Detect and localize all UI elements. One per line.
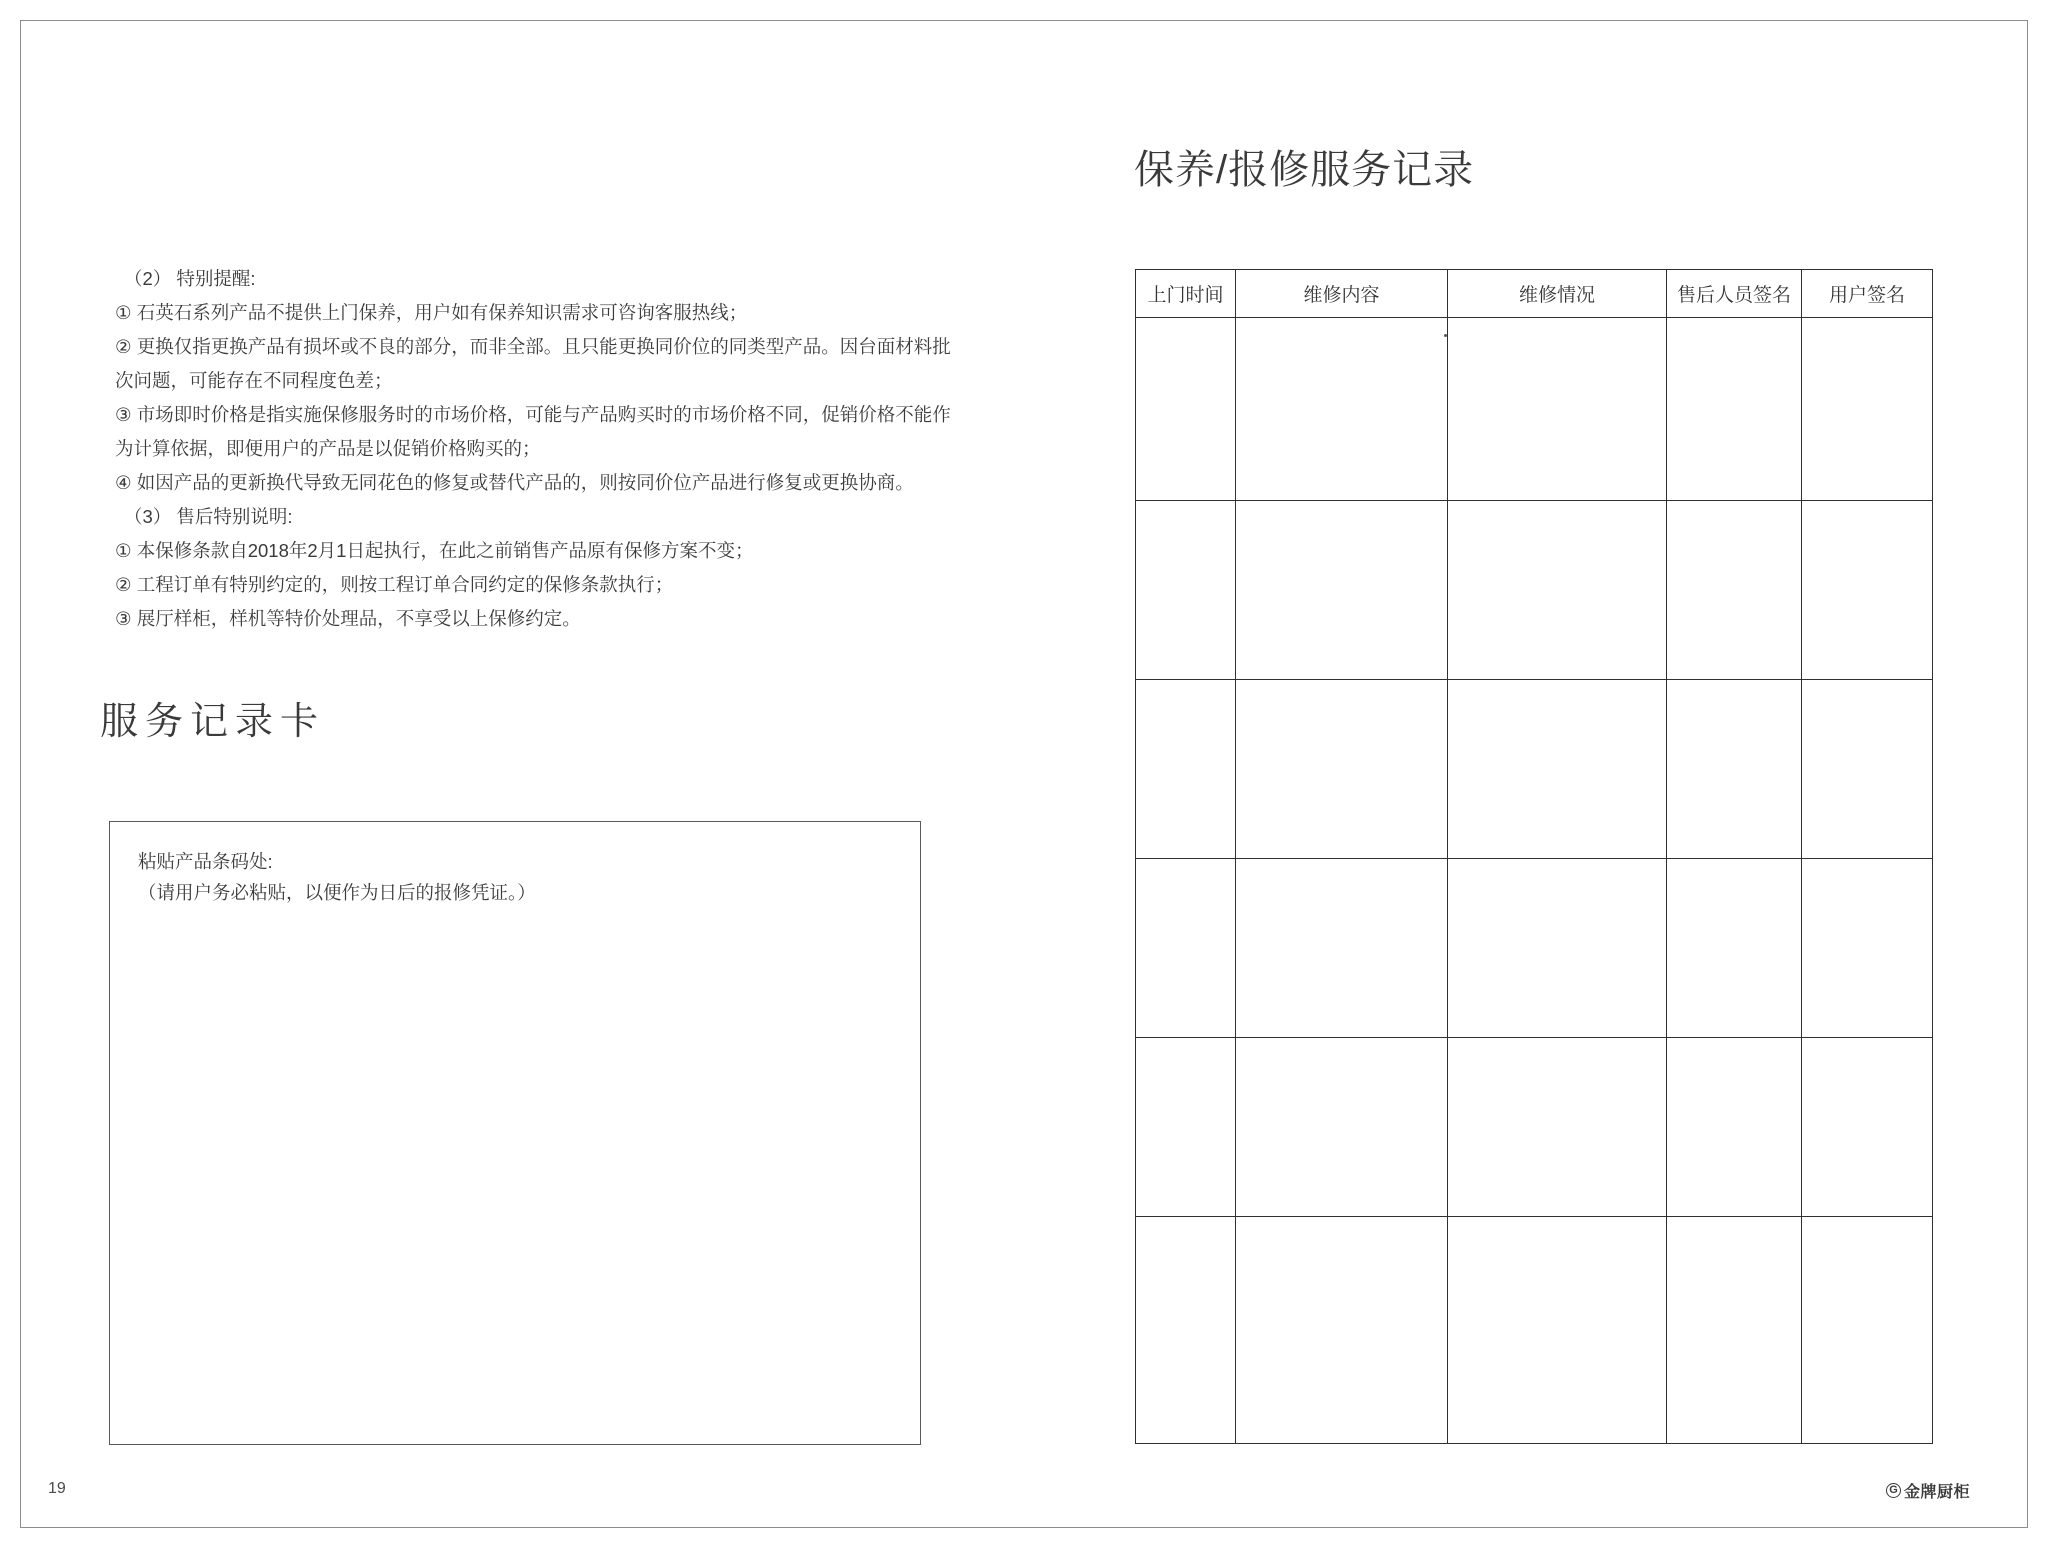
table-empty-cell: [1236, 859, 1448, 1038]
warranty-notes: [115, 262, 951, 636]
table-empty-cell: [1136, 859, 1236, 1038]
table-empty-cell: [1802, 1217, 1933, 1444]
table-row: [1136, 1217, 1933, 1444]
table-empty-cell: [1136, 1038, 1236, 1217]
table-body: [1136, 318, 1933, 1444]
table-empty-cell: [1236, 680, 1448, 859]
table-empty-cell: [1136, 1217, 1236, 1444]
table-row: [1136, 680, 1933, 859]
table-empty-cell: [1236, 501, 1448, 680]
table-empty-cell: [1236, 1038, 1448, 1217]
notes-line: ② 更换仅指更换产品有损坏或不良的部分，而非全部。且只能更换同价位的同类型产品。因台面材料批: [115, 336, 951, 357]
maintenance-record-title: 保养/报修服务记录: [1134, 148, 1475, 192]
table-empty-cell: [1667, 1217, 1802, 1444]
table-empty-cell: [1667, 859, 1802, 1038]
notes-line: ① 本保修条款自2018年2月1日起执行，在此之前销售产品原有保修方案不变；: [115, 540, 754, 561]
notes-line: 为计算依据，即便用户的产品是以促销价格购买的；: [115, 438, 541, 459]
table-empty-cell: [1448, 501, 1667, 680]
table-empty-cell: [1667, 501, 1802, 680]
table-header-cell: 用户签名: [1802, 270, 1933, 318]
table-empty-cell: [1802, 859, 1933, 1038]
table-empty-cell: [1802, 680, 1933, 859]
page-number: 19: [48, 1480, 66, 1497]
table-empty-cell: [1136, 501, 1236, 680]
table-header: [1136, 270, 1933, 318]
notes-line: ③ 市场即时价格是指实施保修服务时的市场价格，可能与产品购买时的市场价格不同，促销价格不能作: [115, 404, 951, 425]
table-header-cell: 维修内容: [1236, 270, 1448, 318]
table-empty-cell: [1236, 318, 1448, 501]
notes-line: （3） 售后特别说明:: [124, 506, 293, 527]
notes-line: ② 工程订单有特别约定的，则按工程订单合同约定的保修条款执行；: [115, 574, 674, 595]
table-row: [1136, 318, 1933, 501]
table-header-row: [1136, 270, 1933, 318]
service-record-card-title: 服务记录卡: [100, 701, 326, 743]
barcode-box-label: 粘贴产品条码处:: [138, 851, 273, 872]
table-row: [1136, 501, 1933, 680]
table-header-cell: 上门时间: [1136, 270, 1236, 318]
table-empty-cell: [1802, 1038, 1933, 1217]
table-header-cell: 售后人员签名: [1667, 270, 1802, 318]
table-row: [1136, 859, 1933, 1038]
table-empty-cell: [1667, 318, 1802, 501]
table-empty-cell: [1448, 680, 1667, 859]
barcode-box-note: （请用户务必粘贴，以便作为日后的报修凭证。）: [138, 882, 536, 903]
notes-line: 次问题，可能存在不同程度色差；: [115, 370, 393, 391]
table-empty-cell: [1448, 859, 1667, 1038]
print-artifact-dot: [1444, 334, 1447, 337]
table-empty-cell: [1136, 318, 1236, 501]
brand-circle-g-icon: G: [1886, 1483, 1901, 1498]
brand-name: 金牌厨柜: [1904, 1484, 1971, 1501]
brand-logo: [1886, 1479, 1970, 1502]
table-empty-cell: [1448, 1217, 1667, 1444]
service-record-table: [1135, 269, 1933, 1444]
table-empty-cell: [1802, 318, 1933, 501]
table-empty-cell: [1236, 1217, 1448, 1444]
table-empty-cell: [1802, 501, 1933, 680]
barcode-paste-box: [109, 821, 921, 1445]
notes-line: ③ 展厅样柜，样机等特价处理品，不享受以上保修约定。: [115, 608, 581, 629]
table-empty-cell: [1667, 680, 1802, 859]
notes-line: ④ 如因产品的更新换代导致无同花色的修复或替代产品的，则按同价位产品进行修复或更换协商。: [115, 472, 914, 493]
notes-line: ① 石英石系列产品不提供上门保养，用户如有保养知识需求可咨询客服热线；: [115, 302, 748, 323]
notes-line: （2） 特别提醒:: [124, 268, 256, 289]
table-header-cell: 维修情况: [1448, 270, 1667, 318]
table-empty-cell: [1448, 318, 1667, 501]
table-empty-cell: [1667, 1038, 1802, 1217]
table-empty-cell: [1136, 680, 1236, 859]
table-row: [1136, 1038, 1933, 1217]
table-empty-cell: [1448, 1038, 1667, 1217]
